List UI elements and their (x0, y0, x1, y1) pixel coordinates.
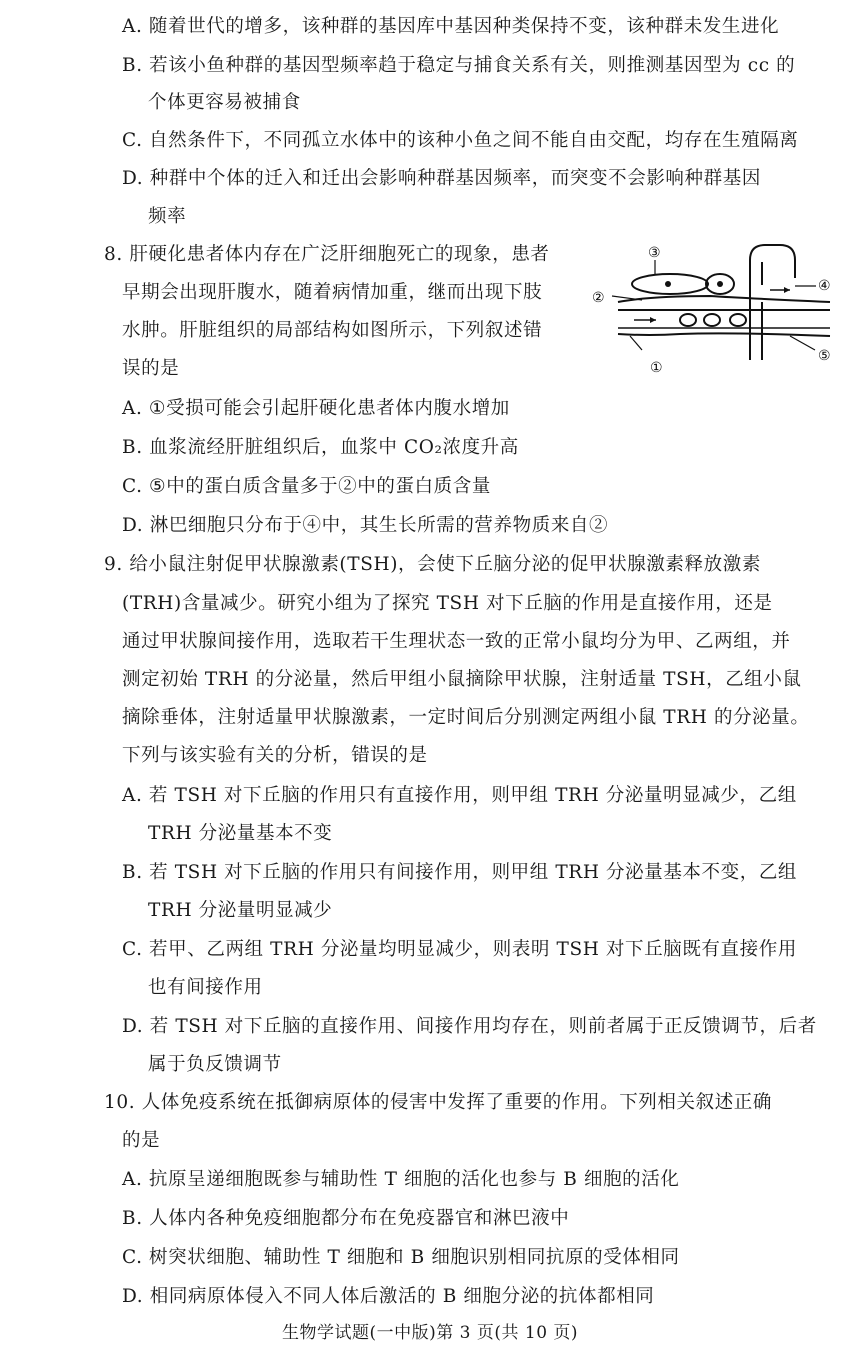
q9-option-b-line1: B. 若 TSH 对下丘脑的作用只有间接作用，则甲组 TRH 分泌量基本不变，乙组 (122, 862, 798, 883)
q9-option-b-line2: TRH 分泌量明显减少 (148, 900, 333, 921)
page-footer: 生物学试题(一中版)第 3 页(共 10 页) (281, 1323, 579, 1343)
q10-stem-line2: 的是 (122, 1130, 161, 1151)
figure-label-3: ③ (648, 245, 661, 261)
q10-option-b: B. 人体内各种免疫细胞都分布在免疫器官和淋巴液中 (122, 1208, 570, 1229)
q9-option-c-line1: C. 若甲、乙两组 TRH 分泌量均明显减少，则表明 TSH 对下丘脑既有直接作用 (122, 939, 797, 960)
q8-option-d: D. 淋巴细胞只分布于④中，其生长所需的营养物质来自② (122, 515, 609, 536)
q9-stem-line6: 下列与该实验有关的分析，错误的是 (122, 745, 428, 766)
figure-label-2: ② (592, 290, 605, 306)
q7-option-b-line2: 个体更容易被捕食 (148, 92, 301, 113)
q10-option-c: C. 树突状细胞、辅助性 T 细胞和 B 细胞识别相同抗原的受体相同 (122, 1247, 680, 1268)
q7-option-d-line1: D. 种群中个体的迁入和迁出会影响种群基因频率，而突变不会影响种群基因 (122, 168, 761, 189)
q8-stem-line2: 早期会出现肝腹水，随着病情加重，继而出现下肢 (122, 282, 543, 303)
q7-option-a: A. 随着世代的增多，该种群的基因库中基因种类保持不变，该种群未发生进化 (122, 16, 780, 37)
q9-stem-line3: 通过甲状腺间接作用，选取若干生理状态一致的正常小鼠均分为甲、乙两组，并 (122, 631, 791, 652)
q10-stem-line1: 10. 人体免疫系统在抵御病原体的侵害中发挥了重要的作用。下列相关叙述正确 (104, 1092, 773, 1113)
q8-option-a: A. ①受损可能会引起肝硬化患者体内腹水增加 (122, 398, 510, 419)
q9-option-a-line1: A. 若 TSH 对下丘脑的作用只有直接作用，则甲组 TRH 分泌量明显减少，乙组 (122, 785, 797, 806)
q8-option-b: B. 血浆流经肝脏组织后，血浆中 CO₂浓度升高 (122, 437, 519, 458)
q7-option-d-line2: 频率 (148, 206, 187, 227)
q9-option-a-line2: TRH 分泌量基本不变 (148, 823, 333, 844)
q10-option-d: D. 相同病原体侵入不同人体后激活的 B 细胞分泌的抗体都相同 (122, 1286, 655, 1307)
q9-option-d-line1: D. 若 TSH 对下丘脑的直接作用、间接作用均存在，则前者属于正反馈调节，后者 (122, 1016, 817, 1037)
liver-tissue-figure (590, 240, 840, 380)
q9-option-c-line2: 也有间接作用 (148, 977, 263, 998)
q8-stem-line4: 误的是 (122, 358, 180, 379)
q9-option-d-line2: 属于负反馈调节 (148, 1054, 282, 1075)
q9-stem-line1: 9. 给小鼠注射促甲状腺激素(TSH)，会使下丘脑分泌的促甲状腺激素释放激素 (104, 554, 761, 575)
q10-option-a: A. 抗原呈递细胞既参与辅助性 T 细胞的活化也参与 B 细胞的活化 (122, 1169, 680, 1190)
q9-stem-line5: 摘除垂体，注射适量甲状腺激素，一定时间后分别测定两组小鼠 TRH 的分泌量。 (122, 707, 810, 728)
q7-option-b-line1: B. 若该小鱼种群的基因型频率趋于稳定与捕食关系有关，则推测基因型为 cc 的 (122, 55, 796, 76)
figure-label-1: ① (650, 360, 663, 376)
q8-stem-line3: 水肿。肝脏组织的局部结构如图所示，下列叙述错 (122, 320, 543, 341)
q9-stem-line4: 测定初始 TRH 的分泌量，然后甲组小鼠摘除甲状腺，注射适量 TSH，乙组小鼠 (122, 669, 802, 690)
q7-option-c: C. 自然条件下，不同孤立水体中的该种小鱼之间不能自由交配，均存在生殖隔离 (122, 130, 799, 151)
q9-stem-line2: (TRH)含量减少。研究小组为了探究 TSH 对下丘脑的作用是直接作用，还是 (122, 593, 773, 614)
figure-label-4: ④ (818, 278, 831, 294)
figure-label-5: ⑤ (818, 348, 831, 364)
q8-option-c: C. ⑤中的蛋白质含量多于②中的蛋白质含量 (122, 476, 491, 497)
q8-stem-line1: 8. 肝硬化患者体内存在广泛肝细胞死亡的现象，患者 (104, 244, 550, 265)
